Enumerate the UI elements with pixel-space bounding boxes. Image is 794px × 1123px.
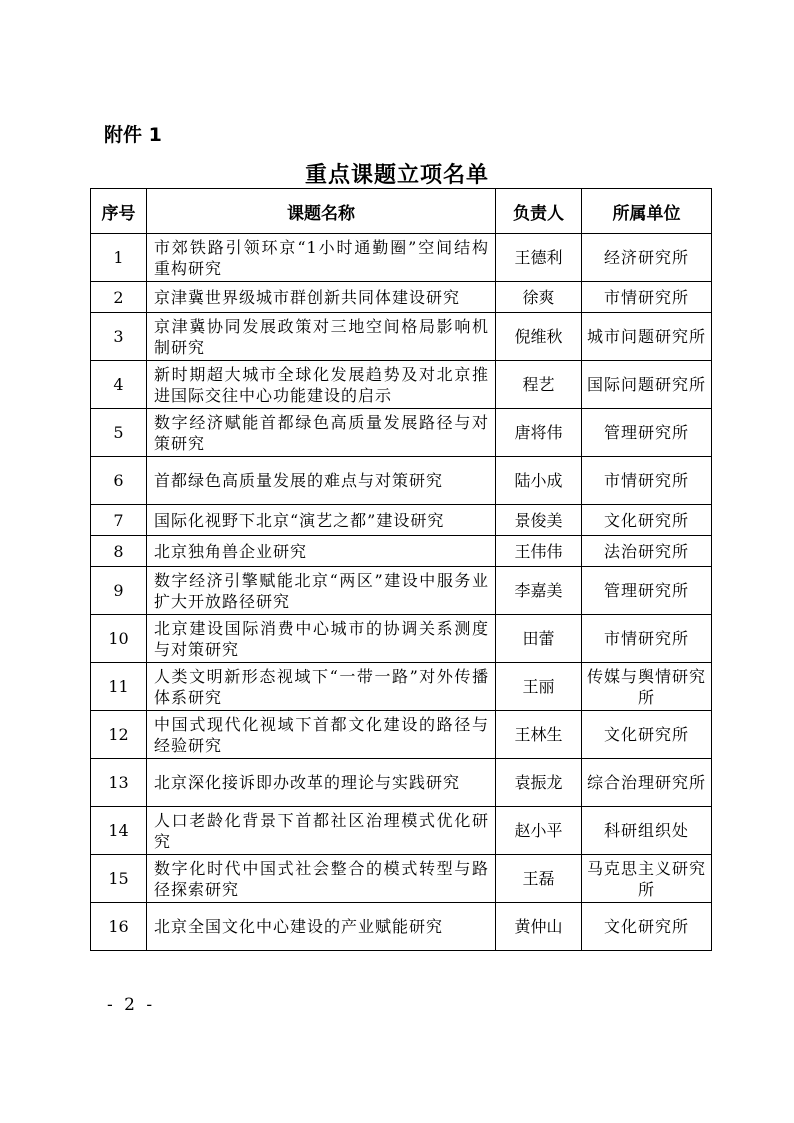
project-leader: 王林生 (496, 711, 582, 759)
project-unit: 文化研究所 (582, 903, 712, 951)
project-name: 中国式现代化视域下首都文化建设的路径与经验研究 (147, 711, 496, 759)
project-table (90, 188, 712, 951)
header-project-name: 课题名称 (147, 189, 496, 234)
project-unit: 文化研究所 (582, 711, 712, 759)
project-name: 京津冀世界级城市群创新共同体建设研究 (147, 282, 496, 313)
project-leader: 景俊美 (496, 505, 582, 536)
table-row (91, 759, 712, 807)
project-unit: 传媒与舆情研究所 (582, 663, 712, 711)
project-name: 北京独角兽企业研究 (147, 536, 496, 567)
project-leader: 徐爽 (496, 282, 582, 313)
project-leader: 李嘉美 (496, 567, 582, 615)
table-row (91, 361, 712, 409)
project-leader: 赵小平 (496, 807, 582, 855)
project-unit: 法治研究所 (582, 536, 712, 567)
project-name: 数字经济引擎赋能北京“两区”建设中服务业扩大开放路径研究 (147, 567, 496, 615)
table-row (91, 282, 712, 313)
project-leader: 陆小成 (496, 457, 582, 505)
row-number: 6 (91, 457, 147, 505)
row-number: 10 (91, 615, 147, 663)
project-leader: 田蕾 (496, 615, 582, 663)
header-unit: 所属单位 (582, 189, 712, 234)
table-row (91, 457, 712, 505)
row-number: 5 (91, 409, 147, 457)
table-row (91, 313, 712, 361)
table-row (91, 711, 712, 759)
project-unit: 科研组织处 (582, 807, 712, 855)
row-number: 11 (91, 663, 147, 711)
project-unit: 市情研究所 (582, 457, 712, 505)
project-name: 数字化时代中国式社会整合的模式转型与路径探索研究 (147, 855, 496, 903)
project-name: 北京深化接诉即办改革的理论与实践研究 (147, 759, 496, 807)
project-name: 北京全国文化中心建设的产业赋能研究 (147, 903, 496, 951)
row-number: 14 (91, 807, 147, 855)
table-row (91, 903, 712, 951)
row-number: 4 (91, 361, 147, 409)
project-unit: 市情研究所 (582, 615, 712, 663)
project-unit: 文化研究所 (582, 505, 712, 536)
project-unit: 管理研究所 (582, 409, 712, 457)
table-row (91, 567, 712, 615)
page-number: - 2 - (107, 995, 156, 1015)
header-number: 序号 (91, 189, 147, 234)
project-unit: 经济研究所 (582, 234, 712, 282)
row-number: 8 (91, 536, 147, 567)
project-name: 首都绿色高质量发展的难点与对策研究 (147, 457, 496, 505)
project-unit: 管理研究所 (582, 567, 712, 615)
table-row (91, 615, 712, 663)
project-name: 北京建设国际消费中心城市的协调关系测度与对策研究 (147, 615, 496, 663)
header-leader: 负责人 (496, 189, 582, 234)
row-number: 3 (91, 313, 147, 361)
row-number: 1 (91, 234, 147, 282)
project-unit: 国际问题研究所 (582, 361, 712, 409)
table-row (91, 505, 712, 536)
project-name: 数字经济赋能首都绿色高质量发展路径与对策研究 (147, 409, 496, 457)
project-leader: 王伟伟 (496, 536, 582, 567)
project-leader: 唐将伟 (496, 409, 582, 457)
project-name: 人类文明新形态视域下“一带一路”对外传播体系研究 (147, 663, 496, 711)
row-number: 12 (91, 711, 147, 759)
document-title: 重点课题立项名单 (304, 163, 489, 188)
project-leader: 黄仲山 (496, 903, 582, 951)
project-name: 市郊铁路引领环京“1小时通勤圈”空间结构重构研究 (147, 234, 496, 282)
project-leader: 王丽 (496, 663, 582, 711)
row-number: 2 (91, 282, 147, 313)
attachment-label: 附件 1 (104, 124, 162, 146)
row-number: 7 (91, 505, 147, 536)
project-unit: 城市问题研究所 (582, 313, 712, 361)
project-unit: 马克思主义研究所 (582, 855, 712, 903)
table-row (91, 409, 712, 457)
row-number: 13 (91, 759, 147, 807)
project-name: 人口老龄化背景下首都社区治理模式优化研究 (147, 807, 496, 855)
table-row (91, 536, 712, 567)
row-number: 16 (91, 903, 147, 951)
project-leader: 王德利 (496, 234, 582, 282)
table-row (91, 855, 712, 903)
table-row (91, 807, 712, 855)
project-leader: 袁振龙 (496, 759, 582, 807)
row-number: 9 (91, 567, 147, 615)
project-leader: 程艺 (496, 361, 582, 409)
project-leader: 王磊 (496, 855, 582, 903)
project-leader: 倪维秋 (496, 313, 582, 361)
project-unit: 综合治理研究所 (582, 759, 712, 807)
row-number: 15 (91, 855, 147, 903)
table-row (91, 663, 712, 711)
table-row (91, 234, 712, 282)
project-unit: 市情研究所 (582, 282, 712, 313)
project-name: 国际化视野下北京“演艺之都”建设研究 (147, 505, 496, 536)
project-name: 京津冀协同发展政策对三地空间格局影响机制研究 (147, 313, 496, 361)
table-header-row (91, 189, 712, 234)
project-name: 新时期超大城市全球化发展趋势及对北京推进国际交往中心功能建设的启示 (147, 361, 496, 409)
